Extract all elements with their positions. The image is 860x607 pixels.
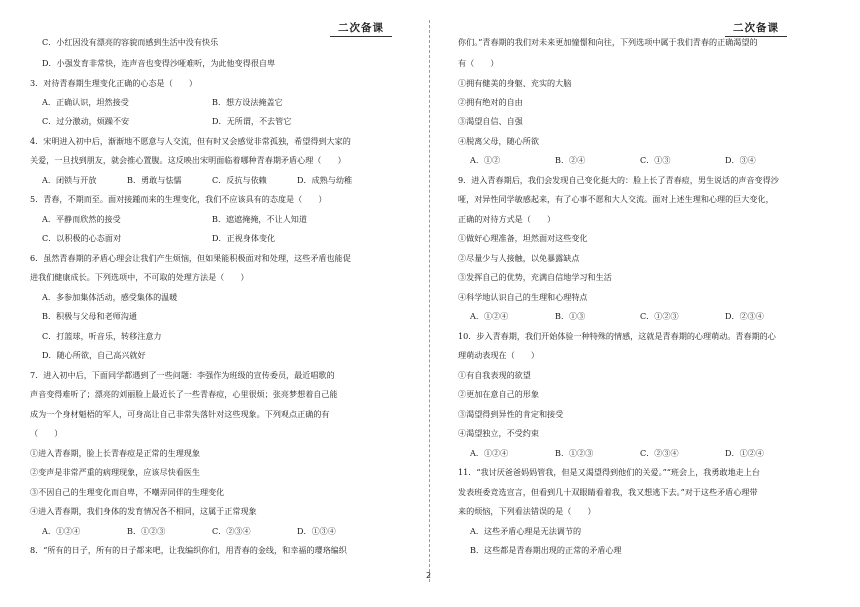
options-row bbox=[470, 155, 845, 165]
options-row bbox=[470, 448, 845, 458]
option-c: C．②③④ bbox=[640, 448, 679, 458]
option-c: C．过分激动，烦躁不安 bbox=[42, 116, 130, 126]
column-divider bbox=[429, 20, 430, 582]
option-d: D．正视身体变化 bbox=[212, 233, 276, 243]
statement-line: ④脱离父母，随心所欲 bbox=[458, 136, 539, 146]
option-c: C．①③ bbox=[640, 155, 671, 165]
options-row bbox=[42, 233, 417, 243]
option-line: D．随心所欲，自己高兴就好 bbox=[42, 350, 146, 360]
option-b: B．遮遮掩掩，不让人知道 bbox=[212, 214, 307, 224]
option-line: A．多参加集体活动，感受集体的温暖 bbox=[42, 292, 178, 302]
page-number: 2 bbox=[426, 571, 432, 580]
question-line: 4．宋明进入初中后，渐渐地不愿意与人交流，但有时又会感觉非常孤独，希望得到大家的 bbox=[30, 136, 351, 146]
option-a: A．①②④ bbox=[470, 448, 509, 458]
option-d: D．③④ bbox=[725, 155, 756, 165]
question-line: C．小红因没有漂亮的容貌而感到生活中没有快乐 bbox=[42, 37, 219, 47]
option-line: B．积极与父母和老师沟通 bbox=[42, 311, 137, 321]
option-b: B．①③ bbox=[555, 311, 586, 321]
statement-line: ③渴望得到异性的肯定和接受 bbox=[458, 409, 564, 419]
question-line: 6．虽然青春期的矛盾心理会让我们产生烦恼，但如果能积极面对和处理，这些矛盾也能促 bbox=[30, 253, 351, 263]
statement-line: ④科学地认识自己的生理和心理特点 bbox=[458, 292, 588, 302]
question-line: 发表班委竞选宣言，但看到几十双眼睛看着我，我又想逃下去。”对于这些矛盾心理带 bbox=[458, 487, 758, 497]
option-b: B．②④ bbox=[555, 155, 586, 165]
question-line: 8．“所有的日子，所有的日子都来吧，让我编织你们，用青春的金线，和幸福的璎珞编织 bbox=[30, 545, 347, 555]
option-a: A．①② bbox=[470, 155, 501, 165]
option-a: A．正确认识，坦然接受 bbox=[42, 97, 129, 107]
option-b: B．勇敢与怯懦 bbox=[127, 175, 182, 185]
question-line: 进我们健康成长。下列选项中，不可取的处理方法是（ ） bbox=[30, 272, 249, 282]
question-line: 3．对待青春期生理变化正确的心态是（ ） bbox=[30, 78, 198, 88]
question-line: 有（ ） bbox=[458, 58, 499, 68]
question-line: 来的烦恼，下列看法错误的是（ ） bbox=[458, 506, 596, 516]
question-line: 哑，对异性同学敏感起来，有了心事不愿和大人交流。面对上述生理和心理的巨大变化， bbox=[458, 194, 774, 204]
option-a: A．闭锁与开放 bbox=[42, 175, 97, 185]
option-c: C．②③④ bbox=[212, 526, 251, 536]
options-row bbox=[42, 175, 417, 185]
question-line: 9．进入青春期后，我们会发现自己变化挺大的：脸上长了青春痘，男生说话的声音变得沙 bbox=[458, 175, 779, 185]
statement-line: ②尽量少与人接触，以免暴露缺点 bbox=[458, 253, 580, 263]
option-c: C．以积极的心态面对 bbox=[42, 233, 122, 243]
header-label-left: 二次备课 bbox=[330, 20, 392, 37]
question-line: 理萌动表现在（ ） bbox=[458, 350, 539, 360]
option-d: D．①②④ bbox=[725, 448, 764, 458]
option-c: C．①②③ bbox=[640, 311, 679, 321]
option-d: D．无所谓，不去管它 bbox=[212, 116, 292, 126]
statement-line: ①进入青春期，脸上长青春痘是正常的生理现象 bbox=[30, 448, 200, 458]
statement-line: ①做好心理准备，坦然面对这些变化 bbox=[458, 233, 588, 243]
options-row bbox=[42, 526, 417, 536]
question-line: 11．“我讨厌爸爸妈妈管我，但是又渴望得到他们的关爱。”“班会上，我勇敢地走上台 bbox=[458, 467, 760, 477]
option-d: D．②③④ bbox=[725, 311, 764, 321]
options-row bbox=[42, 214, 417, 224]
question-line: 关爱，一旦找到朋友，就会推心置腹。这反映出宋明面临着哪种青春期矛盾心理（ ） bbox=[30, 155, 346, 165]
option-line: C．打篮球，听音乐，转移注意力 bbox=[42, 331, 162, 341]
options-row bbox=[42, 116, 417, 126]
options-row bbox=[42, 97, 417, 107]
options-row bbox=[470, 311, 845, 321]
statement-line: ③发挥自己的优势，充满自信地学习和生活 bbox=[458, 272, 612, 282]
statement-line: ①有自我表现的欲望 bbox=[458, 370, 531, 380]
question-line: 7．进入初中后，下面同学都遇到了一些问题：李强作为班级的宣传委员，最近唱歌的 bbox=[30, 370, 335, 380]
option-a: A．①②④ bbox=[470, 311, 509, 321]
option-line: B．这些都是青春期出现的正常的矛盾心理 bbox=[470, 545, 622, 555]
statement-line: ③渴望自信、自强 bbox=[458, 116, 523, 126]
option-a: A．平静而欣然的接受 bbox=[42, 214, 121, 224]
option-line: A．这些矛盾心理是无法调节的 bbox=[470, 526, 582, 536]
question-line: 声音变得难听了；漂亮的刘丽脸上最近长了一些青春痘，心里很烦；张亮梦想着自己能 bbox=[30, 389, 338, 399]
option-d: D．成熟与幼稚 bbox=[297, 175, 353, 185]
statement-line: ③不因自己的生理变化而自卑，不嘲弄同伴的生理变化 bbox=[30, 487, 225, 497]
statement-line: ②变声是非常严重的病理现象，应该尽快看医生 bbox=[30, 467, 200, 477]
statement-line: ④渴望独立，不受约束 bbox=[458, 428, 539, 438]
question-line: （ ） bbox=[30, 428, 63, 438]
question-line: D．小强发育非常快，连声音也变得沙哑难听，为此他变得很自卑 bbox=[42, 58, 276, 68]
question-line: 你们。”青春期的我们对未来更加憧憬和向往，下列选项中属于我们青春的正确渴望的 bbox=[458, 37, 758, 47]
question-line: 10．步入青春期，我们开始体验一种特殊的情感，这就是青春期的心理萌动。青春期的心 bbox=[458, 331, 776, 341]
option-b: B．想方设法掩盖它 bbox=[212, 97, 283, 107]
statement-line: ②更加在意自己的形象 bbox=[458, 389, 539, 399]
option-d: D．①③④ bbox=[297, 526, 336, 536]
option-b: B．①②③ bbox=[555, 448, 594, 458]
statement-line: ①拥有健美的身躯、充实的大脑 bbox=[458, 78, 572, 88]
option-b: B．①②③ bbox=[127, 526, 166, 536]
option-a: A．①②④ bbox=[42, 526, 81, 536]
question-line: 成为一个身材魁梧的军人，可身高让自己非常失落针对这些现象。下列观点正确的有 bbox=[30, 409, 330, 419]
question-line: 正确的对待方式是（ ） bbox=[458, 214, 556, 224]
option-c: C．反抗与依赖 bbox=[212, 175, 267, 185]
header-label-right: 二次备课 bbox=[725, 20, 787, 37]
statement-line: ④进入青春期，我们身体的发育情况各不相同，这属于正常现象 bbox=[30, 506, 257, 516]
statement-line: ②拥有绝对的自由 bbox=[458, 97, 523, 107]
question-line: 5．青春，不期而至。面对接踵而来的生理变化，我们不应该具有的态度是（ ） bbox=[30, 194, 327, 204]
